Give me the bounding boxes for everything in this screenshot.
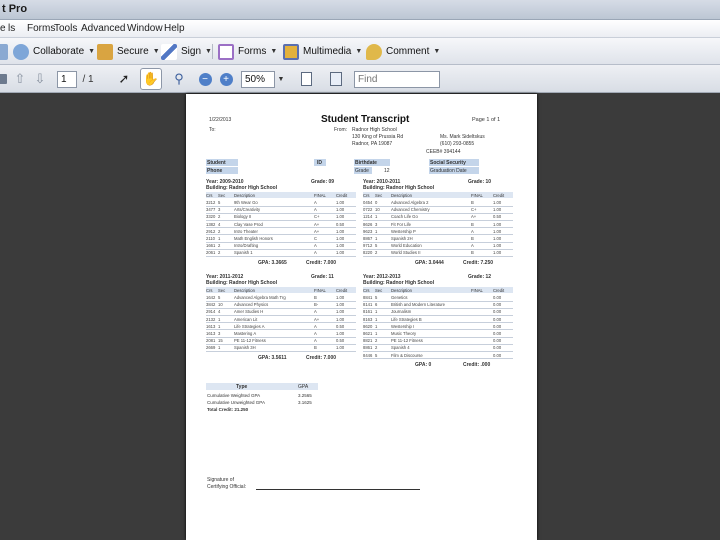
table-cell: A+ (314, 228, 320, 234)
table-cell: 2914 (206, 309, 216, 315)
table-cell: 3 (218, 331, 221, 336)
menu-forms[interactable]: Forms (27, 23, 56, 34)
column-header: Credit (336, 192, 348, 198)
table-cell: 3212 (206, 200, 216, 205)
row-divider (206, 351, 356, 352)
transcript-date: 1/22/2013 (209, 117, 232, 123)
table-cell: 10 (218, 302, 223, 308)
table-cell: 2669 (206, 345, 216, 351)
column-header: FINAL (471, 287, 483, 293)
column-header: Description (234, 192, 255, 198)
table-cell: 1.00 (493, 200, 502, 205)
block-column-header-bar (206, 192, 356, 198)
table-cell: 9623 (363, 228, 373, 234)
signature-line (256, 489, 420, 490)
school-name: Radnor High School (352, 127, 397, 133)
table-cell: 8446 (363, 352, 373, 358)
table-cell: 3477 (206, 207, 216, 213)
table-cell: A+ (314, 221, 320, 227)
block-building: Building: Radnor High School (363, 280, 435, 286)
table-cell: 1 (375, 309, 378, 315)
forms-icon (218, 44, 234, 60)
column-header: Sec (375, 192, 383, 198)
folder-icon (0, 44, 8, 60)
table-cell: A (314, 250, 317, 256)
table-cell: British and Modern Literature (391, 302, 445, 308)
pen-icon (161, 44, 177, 60)
multimedia-button[interactable]: Multimedia ▼ (283, 41, 362, 62)
table-cell: 1613 (206, 323, 216, 329)
row-divider (363, 256, 513, 257)
table-cell: 8841 (363, 295, 373, 300)
table-cell: 1.00 (493, 236, 502, 241)
hand-tool-icon[interactable]: ✋ (140, 68, 162, 90)
table-cell: 1.00 (336, 309, 345, 315)
column-header: FINAL (314, 192, 326, 198)
table-cell: 1.00 (336, 214, 345, 220)
chevron-down-icon: ▼ (205, 48, 212, 55)
table-cell: 1.00 (493, 250, 502, 256)
table-cell: Advanced Chemistry (391, 207, 430, 213)
block-column-header-bar (363, 287, 513, 293)
print-icon[interactable] (0, 70, 8, 88)
table-cell: 8220 (363, 250, 373, 256)
table-cell: 10 (375, 207, 380, 213)
table-cell: 1 (375, 228, 378, 234)
table-cell: 0.50 (336, 323, 345, 329)
table-cell: 0.00 (493, 323, 502, 329)
table-cell: 5 (375, 352, 378, 358)
table-cell: A (471, 243, 474, 249)
menu-tools[interactable]: Tools (54, 23, 78, 34)
table-cell: 1.00 (493, 243, 502, 249)
summary-gpa-header: GPA (298, 384, 309, 390)
table-cell: 1 (375, 214, 378, 220)
table-cell: Advanced Algebra 2 (391, 200, 429, 205)
open-icon-partial[interactable] (0, 41, 12, 62)
table-cell: A (314, 309, 317, 315)
block-year: Year: 2012-2013 (363, 274, 401, 280)
block-column-header-bar (363, 192, 513, 198)
fit-width-icon[interactable] (328, 70, 344, 88)
table-cell: World Studies II (391, 250, 421, 256)
table-cell: Spanish 1 (234, 250, 253, 256)
table-cell: A (314, 338, 317, 344)
table-cell: B (471, 200, 474, 205)
signature-label-2: Certifying Official: (207, 484, 247, 490)
ceeb-code: CEEB# 394144 (426, 149, 461, 155)
table-cell: Mastering A (234, 331, 257, 336)
block-gpa: GPA: 3.5611 (258, 354, 287, 361)
block-gpa: GPA: 0 (415, 361, 432, 368)
column-header: Sec (375, 287, 383, 293)
table-cell: 6 (375, 302, 378, 308)
sign-button[interactable]: Sign ▼ (161, 41, 212, 62)
table-cell: 2 (375, 338, 378, 344)
comment-icon (366, 44, 382, 60)
column-header: Crs (363, 192, 370, 198)
table-cell: 2 (218, 214, 221, 220)
table-cell: Genetics (391, 295, 408, 300)
navigation-toolbar (0, 65, 720, 93)
table-cell: C (314, 236, 318, 241)
table-cell: Life Strategies A (234, 323, 265, 329)
table-cell: Biology II (234, 214, 252, 220)
table-cell: 2061 (206, 250, 216, 256)
table-cell: 0.50 (336, 338, 345, 344)
table-cell: B (471, 250, 474, 256)
column-header: Description (234, 287, 255, 293)
lock-icon (97, 44, 113, 60)
table-cell: A (471, 228, 474, 234)
zoom-tool-icon[interactable]: ⚲ (174, 71, 184, 86)
next-page-icon[interactable]: ⇩ (34, 71, 46, 86)
table-cell: 1 (218, 236, 221, 241)
block-year: Year: 2010-2011 (363, 179, 401, 185)
collaborate-button[interactable]: Collaborate ▼ (13, 41, 95, 62)
zoom-in-icon[interactable]: + (219, 70, 233, 88)
birthdate-label: Birthdate (355, 160, 377, 166)
table-cell: American Lit (234, 316, 258, 322)
table-cell: 9th Wear Go (234, 200, 258, 205)
table-cell: 1 (375, 236, 378, 241)
contact-phone: (610) 293-0855 (440, 141, 475, 147)
table-cell: B (471, 221, 474, 227)
table-cell: 0.00 (493, 302, 502, 308)
table-cell: A (314, 200, 317, 205)
table-cell: 1.00 (493, 221, 502, 227)
secure-button[interactable]: Secure ▼ (97, 41, 160, 62)
table-cell: 1.00 (336, 345, 345, 351)
table-cell: World Education (391, 243, 422, 249)
menu-help[interactable]: Help (164, 23, 185, 34)
table-cell: 1.00 (336, 236, 345, 241)
table-cell: 0454 (363, 200, 373, 205)
table-cell: Westership P (391, 228, 416, 234)
table-cell: Music Theory (391, 331, 417, 336)
table-cell: 2 (218, 228, 221, 234)
table-cell: A+ (471, 214, 477, 220)
table-cell: C+ (314, 214, 320, 220)
table-cell: 1 (218, 316, 221, 322)
title-bar (0, 0, 720, 20)
column-header: Credit (493, 287, 505, 293)
table-cell: C+ (471, 207, 477, 213)
chevron-down-icon: ▼ (88, 48, 96, 55)
table-cell: Advanced Algebra Math Trg (234, 295, 286, 300)
multimedia-icon (283, 44, 299, 60)
table-cell: Journalism (391, 309, 412, 315)
table-cell: Spanish 2H (391, 236, 413, 241)
transcript-title: Student Transcript (321, 114, 410, 125)
table-cell: 9712 (363, 243, 373, 249)
table-cell: 1.00 (336, 228, 345, 234)
table-cell: Life Strategies B (391, 316, 422, 322)
chevron-down-icon: ▼ (355, 48, 363, 55)
column-header: Credit (493, 192, 505, 198)
table-cell: 1382 (206, 221, 216, 227)
column-header: Crs (206, 192, 213, 198)
summary-unweighted-value: 3.1625 (298, 400, 312, 405)
block-grade: Grade: 10 (468, 179, 492, 185)
id-label: ID (317, 160, 322, 166)
summary-total-credit: Total Credit: 21.250 (207, 407, 249, 412)
table-cell: 15 (218, 338, 223, 344)
block-credit: Credit: 7.000 (306, 354, 337, 361)
table-cell: 5 (218, 295, 221, 300)
table-cell: Coach Life Go (391, 214, 418, 220)
comment-button[interactable]: Comment ▼ (366, 41, 440, 62)
table-cell: B (471, 236, 474, 241)
column-header: Sec (218, 192, 226, 198)
table-cell: 3842 (206, 302, 216, 308)
table-cell: 1.00 (336, 302, 345, 308)
school-city: Radnor, PA 19087 (352, 141, 393, 147)
summary-weighted-value: 3.2565 (298, 393, 312, 398)
table-cell: 8821 (363, 338, 373, 344)
table-cell: 2 (375, 345, 378, 351)
column-header: Crs (363, 287, 370, 293)
block-column-header-bar (206, 287, 356, 293)
table-cell: A (314, 323, 317, 329)
phone-label: Phone (207, 168, 223, 174)
find-input[interactable] (354, 71, 440, 88)
column-header: Crs (206, 287, 213, 293)
block-grade: Grade: 12 (468, 274, 492, 280)
table-cell: 1.00 (336, 207, 345, 213)
column-header: Description (391, 192, 412, 198)
table-cell: A (314, 207, 317, 213)
menu-bar (0, 20, 720, 38)
table-cell: A+ (314, 316, 320, 322)
block-building: Building: Radnor High School (206, 185, 278, 191)
table-cell: 1 (375, 331, 378, 336)
table-cell: 2 (218, 243, 221, 249)
table-cell: 8621 (363, 331, 373, 336)
table-cell: 4 (218, 309, 221, 315)
summary-weighted-label: Cumulative Weighted GPA (207, 393, 261, 398)
table-cell: 2081 (206, 338, 216, 344)
block-building: Building: Radnor High School (206, 280, 278, 286)
table-cell: 3320 (206, 214, 216, 220)
chevron-down-icon: ▼ (152, 48, 160, 55)
block-credit: Credit: 7.000 (306, 259, 337, 266)
table-cell: 1 (375, 323, 378, 329)
table-cell: 5 (375, 243, 378, 249)
document-area[interactable] (0, 93, 720, 540)
pdf-page (186, 94, 537, 540)
table-cell: 0.00 (493, 295, 502, 300)
table-cell: 1 (218, 345, 221, 351)
table-cell: 0722 (363, 207, 373, 213)
table-cell: PE 11-12 Fitness (391, 338, 423, 344)
table-cell: 1.00 (336, 250, 345, 256)
table-cell: 2 (218, 250, 221, 256)
table-cell: B (314, 295, 317, 300)
block-credit: Credit: .000 (463, 361, 491, 368)
table-cell: 1.00 (336, 331, 345, 336)
row-divider (363, 358, 513, 359)
menu-file[interactable]: e (0, 23, 6, 34)
block-building: Building: Radnor High School (363, 185, 435, 191)
table-cell: 1.00 (336, 295, 345, 300)
table-cell: 8161 (363, 309, 373, 315)
fit-page-icon[interactable] (298, 70, 314, 88)
table-cell: 8626 (363, 221, 373, 227)
table-cell: 0.00 (493, 338, 502, 344)
block-year: Year: 2009-2010 (206, 179, 244, 185)
table-cell: 1642 (206, 295, 216, 300)
table-cell: Advanced Physics (234, 302, 269, 308)
table-cell: PE 11-12 Fitness (234, 338, 266, 344)
to-label: To: (209, 127, 216, 133)
chevron-down-icon[interactable]: ▼ (277, 75, 285, 83)
table-cell: 2 (375, 250, 378, 256)
table-cell: A (314, 331, 317, 336)
grade-label: Grade (355, 168, 369, 174)
graduation-label: Graduation Date (430, 168, 467, 174)
table-cell: 0.50 (336, 221, 345, 227)
table-cell: 1.00 (336, 200, 345, 205)
table-cell: Amer Studies H (234, 309, 264, 315)
column-header: Description (391, 287, 412, 293)
table-cell: 0.00 (493, 331, 502, 336)
table-cell: Arts/Creativity (234, 207, 261, 213)
table-cell: 3 (218, 207, 221, 213)
table-cell: 1 (375, 316, 378, 322)
table-cell: 8861 (363, 345, 373, 351)
table-cell: 1.00 (493, 207, 502, 213)
grade-value: 12 (384, 168, 390, 174)
select-cursor-icon[interactable]: ➚ (118, 71, 130, 86)
toolbar-separator (212, 44, 213, 59)
table-cell: Westership I (391, 323, 415, 329)
column-header: Sec (218, 287, 226, 293)
table-cell: Film & Discourse (391, 352, 423, 358)
table-cell: 2110 (206, 236, 216, 241)
contact-name: Ms. Mark Sideltskus (440, 134, 485, 140)
block-gpa: GPA: 3.3665 (258, 259, 287, 266)
menu-tools-partial[interactable]: ls (8, 23, 16, 34)
table-cell: 1.00 (336, 243, 345, 249)
table-cell: 1661 (206, 243, 216, 249)
previous-page-icon[interactable]: ⇧ (14, 71, 26, 86)
chevron-down-icon: ▼ (433, 48, 441, 55)
zoom-out-icon[interactable]: − (198, 70, 212, 88)
summary-type-header: Type (236, 384, 248, 390)
table-cell: Spanish 4 (391, 345, 410, 351)
table-cell: Clay Vase Prod (234, 221, 263, 227)
table-cell: 0.00 (493, 309, 502, 315)
table-cell: 1613 (206, 331, 216, 336)
block-grade: Grade: 11 (311, 274, 334, 280)
from-label: From: (334, 127, 348, 133)
table-cell: 1 (218, 323, 221, 329)
ssn-label: Social Security (430, 160, 466, 166)
block-grade: Grade: 09 (311, 179, 335, 185)
collaborate-icon (13, 44, 29, 60)
page-total: / 1 (82, 73, 94, 85)
table-cell: 0.00 (493, 316, 502, 322)
table-cell: 1.00 (336, 316, 345, 322)
menu-window[interactable]: Window (127, 23, 163, 34)
summary-unweighted-label: Cumulative Unweighted GPA (207, 400, 265, 405)
column-header: FINAL (314, 287, 326, 293)
table-cell: 0.00 (493, 345, 502, 351)
page-number-input[interactable] (57, 71, 77, 88)
table-cell: 8867 (363, 236, 373, 241)
table-cell: 1214 (363, 214, 373, 220)
table-cell: 4 (218, 221, 221, 227)
column-header: Credit (336, 287, 348, 293)
table-cell: Math English Honors (234, 236, 273, 241)
table-cell: 8141 (363, 302, 373, 308)
table-cell: 5 (218, 200, 221, 205)
menu-advanced[interactable]: Advanced (81, 23, 126, 34)
block-gpa: GPA: 3.0444 (415, 259, 444, 266)
table-cell: Fit For Life (391, 221, 412, 227)
window-title: t Pro (2, 3, 28, 15)
block-credit: Credit: 7.250 (463, 259, 494, 266)
table-cell: 5 (375, 295, 378, 300)
tasks-toolbar (0, 38, 720, 65)
table-cell: 2132 (206, 316, 216, 322)
table-cell: 8163 (363, 316, 373, 322)
signature-label-1: Signature of (207, 477, 234, 483)
table-cell: B- (314, 302, 319, 308)
row-divider (206, 256, 356, 257)
table-cell: A (314, 243, 317, 249)
table-cell: B (314, 345, 317, 351)
table-cell: 0 (375, 200, 378, 205)
page-indicator: Page 1 of 1 (472, 117, 501, 123)
student-label: Student (207, 160, 226, 166)
table-cell: 3 (375, 221, 378, 227)
chevron-down-icon: ▼ (270, 48, 278, 55)
forms-button[interactable]: Forms ▼ (218, 41, 277, 62)
school-address: 130 King of Prussia Rd (352, 134, 404, 140)
table-cell: 0.50 (493, 214, 502, 220)
table-cell: 0.00 (493, 352, 502, 358)
zoom-level-input[interactable] (241, 71, 275, 88)
block-year: Year: 2011-2012 (206, 274, 244, 280)
table-cell: Spanish 3H (234, 345, 256, 351)
table-cell: 2912 (206, 228, 216, 234)
table-cell: 1.00 (493, 228, 502, 234)
table-cell: Intro Theater (234, 228, 258, 234)
table-cell: Intro/Drafting (234, 243, 259, 249)
column-header: FINAL (471, 192, 483, 198)
table-cell: 8620 (363, 323, 373, 329)
